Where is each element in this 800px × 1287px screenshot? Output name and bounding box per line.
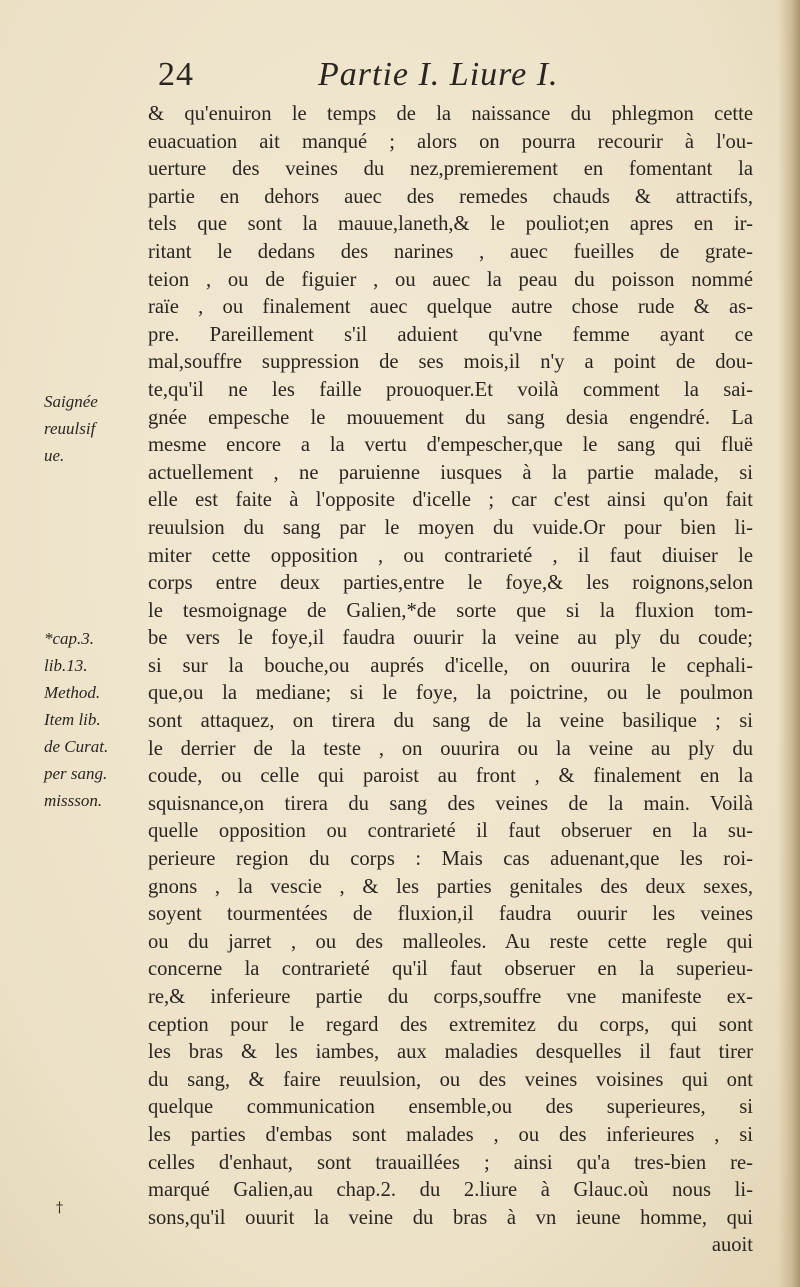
text-line: pre. Pareillement s'il aduient qu'vne femme ayant ce [148, 323, 753, 346]
margin-note-saignee [44, 388, 144, 469]
text-line: sons,qu'il ouurit la veine du bras à vn ieune homme, qui [148, 1206, 753, 1229]
margin-note-line: Item lib. [44, 710, 101, 729]
margin-note-line: *cap.3. [44, 629, 95, 648]
text-line: elle est faite à l'opposite d'icelle ; car c'est ainsi qu'on fait [148, 489, 753, 512]
text-line: quelle opposition ou contrarieté il faut obseruer en la su- [148, 820, 753, 843]
text-line: tels que sont la mauue,laneth,& le pouliot;en apres en ir- [148, 213, 753, 236]
margin-note-citation [44, 625, 144, 814]
dagger-mark: † [56, 1200, 63, 1216]
text-line: soyent tourmentées de fluxion,il faudra ouurir les veines [148, 903, 753, 926]
text-line: le tesmoignage de Galien,*de sorte que si la fluxion tom- [148, 599, 753, 622]
text-line: & qu'enuiron le temps de la naissance du phlegmon cette [148, 103, 753, 125]
margin-note-line: de Curat. [44, 737, 109, 756]
text-line: miter cette opposition , ou contrarieté , il faut diuiser le [148, 544, 753, 567]
margin-note-line: reuulsif [44, 419, 96, 438]
text-line: quelque communication ensemble,ou des superieures, si [148, 1096, 753, 1119]
margin-note-line: per sang. [44, 764, 108, 783]
margin-note-line: ue. [44, 446, 65, 465]
margin-note-line: missson. [44, 791, 103, 810]
text-line: re,& inferieure partie du corps,souffre vne manifeste ex- [148, 986, 753, 1008]
text-line: le derrier de la teste , on ouurira ou la veine au ply du [148, 737, 753, 760]
text-line: uerture des veines du nez,premierement en fomentant la [148, 158, 753, 181]
running-head: Partie I. Liure I. [318, 56, 559, 93]
text-line: coude, ou celle qui paroist au front , & finalement en la [148, 765, 753, 788]
text-line: concerne la contrarieté qu'il faut obseruer en la superieu- [148, 958, 753, 981]
text-line: te,qu'il ne les faille prouoquer.Et voilà comment la sai- [148, 378, 753, 401]
text-line: celles d'enhaut, sont trauaillées ; ainsi qu'a tres-bien re- [148, 1151, 753, 1174]
page-header [158, 56, 758, 96]
text-line: ception pour le regard des extremitez du corps, qui sont [148, 1013, 753, 1036]
margin-note-line: Method. [44, 683, 101, 702]
margin-note-line: lib.13. [44, 656, 88, 675]
text-line: mesme encore a la vertu d'empescher,que le sang qui fluë [148, 434, 753, 457]
text-line: que,ou la mediane; si le foye, la poictrine, ou le poulmon [148, 682, 753, 705]
text-line: corps entre deux parties,entre le foye,& les roignons,selon [148, 572, 753, 595]
text-line: les bras & les iambes, aux maladies desquelles il faut tirer [148, 1041, 753, 1064]
text-line: partie en dehors auec des remedes chauds & attractifs, [148, 185, 753, 208]
text-line: teion , ou de figuier , ou auec la peau du poisson nommé [148, 268, 753, 291]
text-line: actuellement , ne paruienne iusques à la partie malade, si [148, 461, 753, 484]
page-number: 24 [158, 56, 194, 93]
page-edge-shadow [778, 0, 800, 1287]
text-line: gnons , la vescie , & les parties genitales des deux sexes, [148, 875, 753, 898]
text-line: si sur la bouche,ou auprés d'icelle, on ouurira le cephali- [148, 654, 753, 677]
text-line: sont attaquez, on tirera du sang de la veine basilique ; si [148, 710, 753, 733]
text-line: ou du jarret , ou des malleoles. Au reste cette regle qui [148, 930, 753, 953]
margin-note-line: Saignée [44, 392, 98, 411]
text-line: be vers le foye,il faudra ouurir la veine au ply du coude; [148, 627, 753, 650]
text-line: les parties d'embas sont malades , ou des inferieures , si [148, 1123, 753, 1146]
text-line: auoit [711, 1234, 753, 1257]
text-line: mal,souffre suppression de ses mois,il n'y a point de dou- [148, 351, 753, 374]
text-line: reuulsion du sang par le moyen du vuide.Or pour bien li- [148, 516, 753, 539]
text-line: squisnance,on tirera du sang des veines de la main. Voilà [148, 792, 753, 815]
body-text [148, 101, 753, 1260]
text-line: gnée empesche le mouuement du sang desia engendré. La [148, 406, 753, 429]
text-line: euacuation ait manqué ; alors on pourra recourir à l'ou- [148, 130, 753, 153]
text-line: marqué Galien,au chap.2. du 2.liure à Glauc.où nous li- [148, 1179, 753, 1202]
text-line: du sang, & faire reuulsion, ou des veines voisines qui ont [148, 1068, 753, 1091]
text-line: perieure region du corps : Mais cas aduenant,que les roi- [148, 848, 753, 871]
text-line: raïe , ou finalement auec quelque autre chose rude & as- [148, 296, 753, 319]
text-line: ritant le dedans des narines , auec fueilles de grate- [148, 240, 753, 263]
